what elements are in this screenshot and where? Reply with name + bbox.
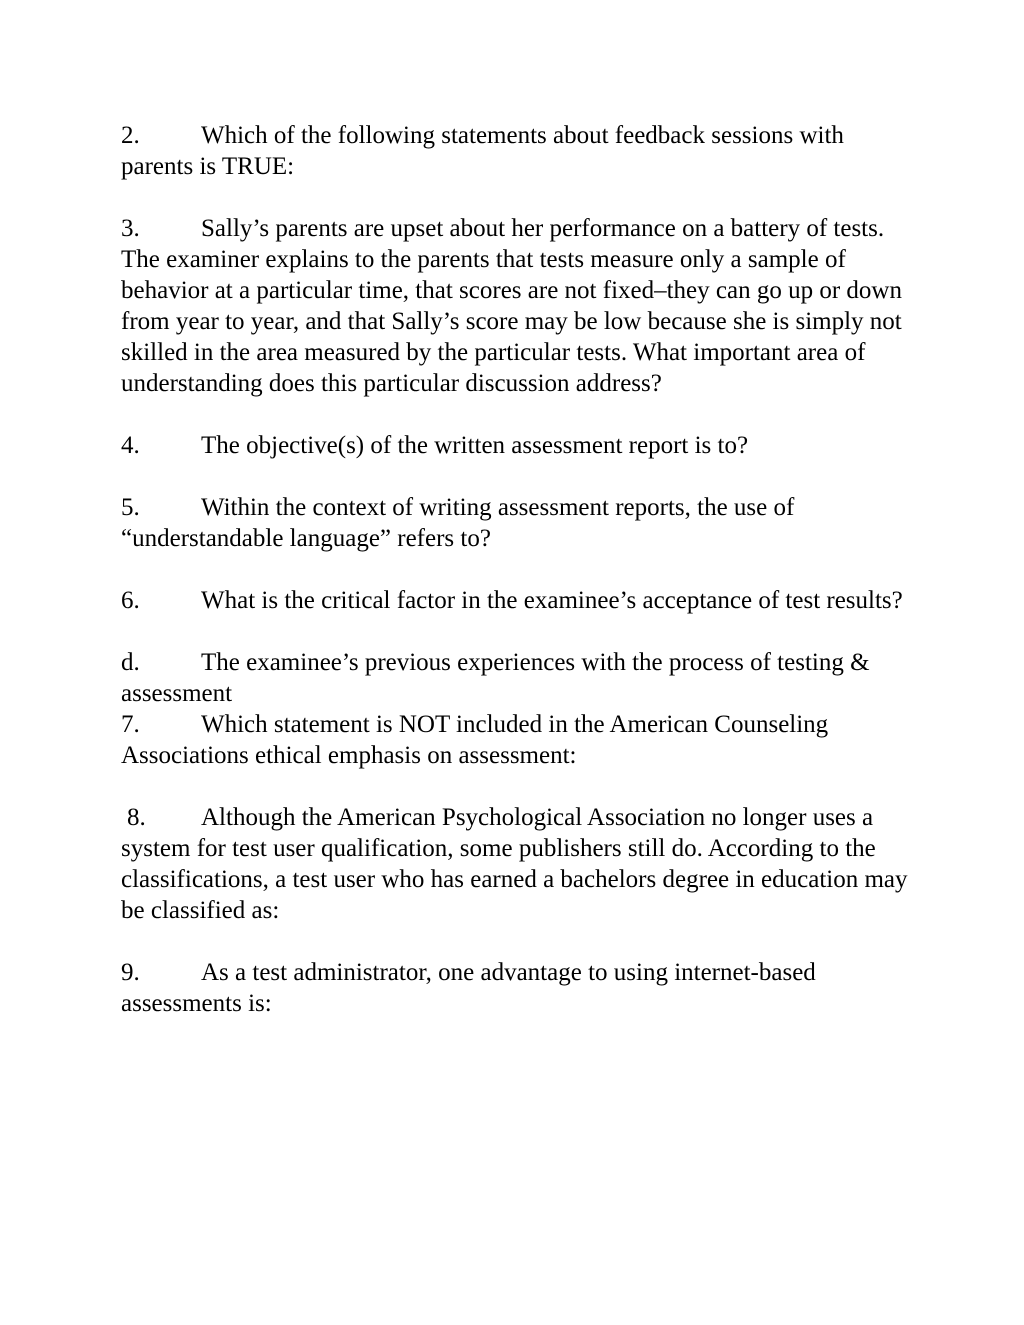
question-4 [121, 430, 911, 461]
question-text: Which of the following statements about feedback sessions with parents is TRUE: [121, 122, 844, 180]
question-number: 2. [121, 122, 140, 149]
question-number: 8. [127, 804, 146, 831]
question-8 [121, 802, 911, 926]
question-7 [121, 709, 911, 771]
question-number: 4. [121, 432, 140, 459]
question-6 [121, 585, 911, 616]
question-text: As a test administrator, one advantage to using internet-based assessments is: [121, 959, 816, 1017]
question-number: 9. [121, 959, 140, 986]
question-number: 7. [121, 711, 140, 738]
option-text: The examinee’s previous experiences with the process of testing & assessment [121, 649, 870, 707]
question-number: 3. [121, 215, 140, 242]
question-5 [121, 492, 911, 554]
question-text: The objective(s) of the written assessment report is to? [201, 432, 749, 459]
option-letter: d. [121, 649, 140, 676]
question-9 [121, 957, 911, 1019]
question-text: What is the critical factor in the examinee’s acceptance of test results? [201, 587, 903, 614]
document-page [121, 120, 911, 1019]
question-3 [121, 213, 911, 399]
question-number: 5. [121, 494, 140, 521]
question-text: Which statement is NOT included in the American Counseling Associations ethical emphasis on assessment: [121, 711, 829, 769]
question-text: Sally’s parents are upset about her performance on a battery of tests. The examiner explains to the parents that tests measure only a sample of behavior at a particular time, that scores are not fixed–they can go up or down from year to year, and that Sally’s score may be low because she is simply not skilled in the area measured by the particular tests. What important area of understanding does this particular discussion address? [121, 215, 902, 397]
question-number: 6. [121, 587, 140, 614]
question-text: Although the American Psychological Association no longer uses a system for test user qualification, some publishers still do. According to the classifications, a test user who has earned a bachelors degree in education may be classified as: [121, 804, 908, 924]
answer-option-d [121, 647, 911, 709]
question-text: Within the context of writing assessment reports, the use of “understandable language” refers to? [121, 494, 795, 552]
question-2 [121, 120, 911, 182]
